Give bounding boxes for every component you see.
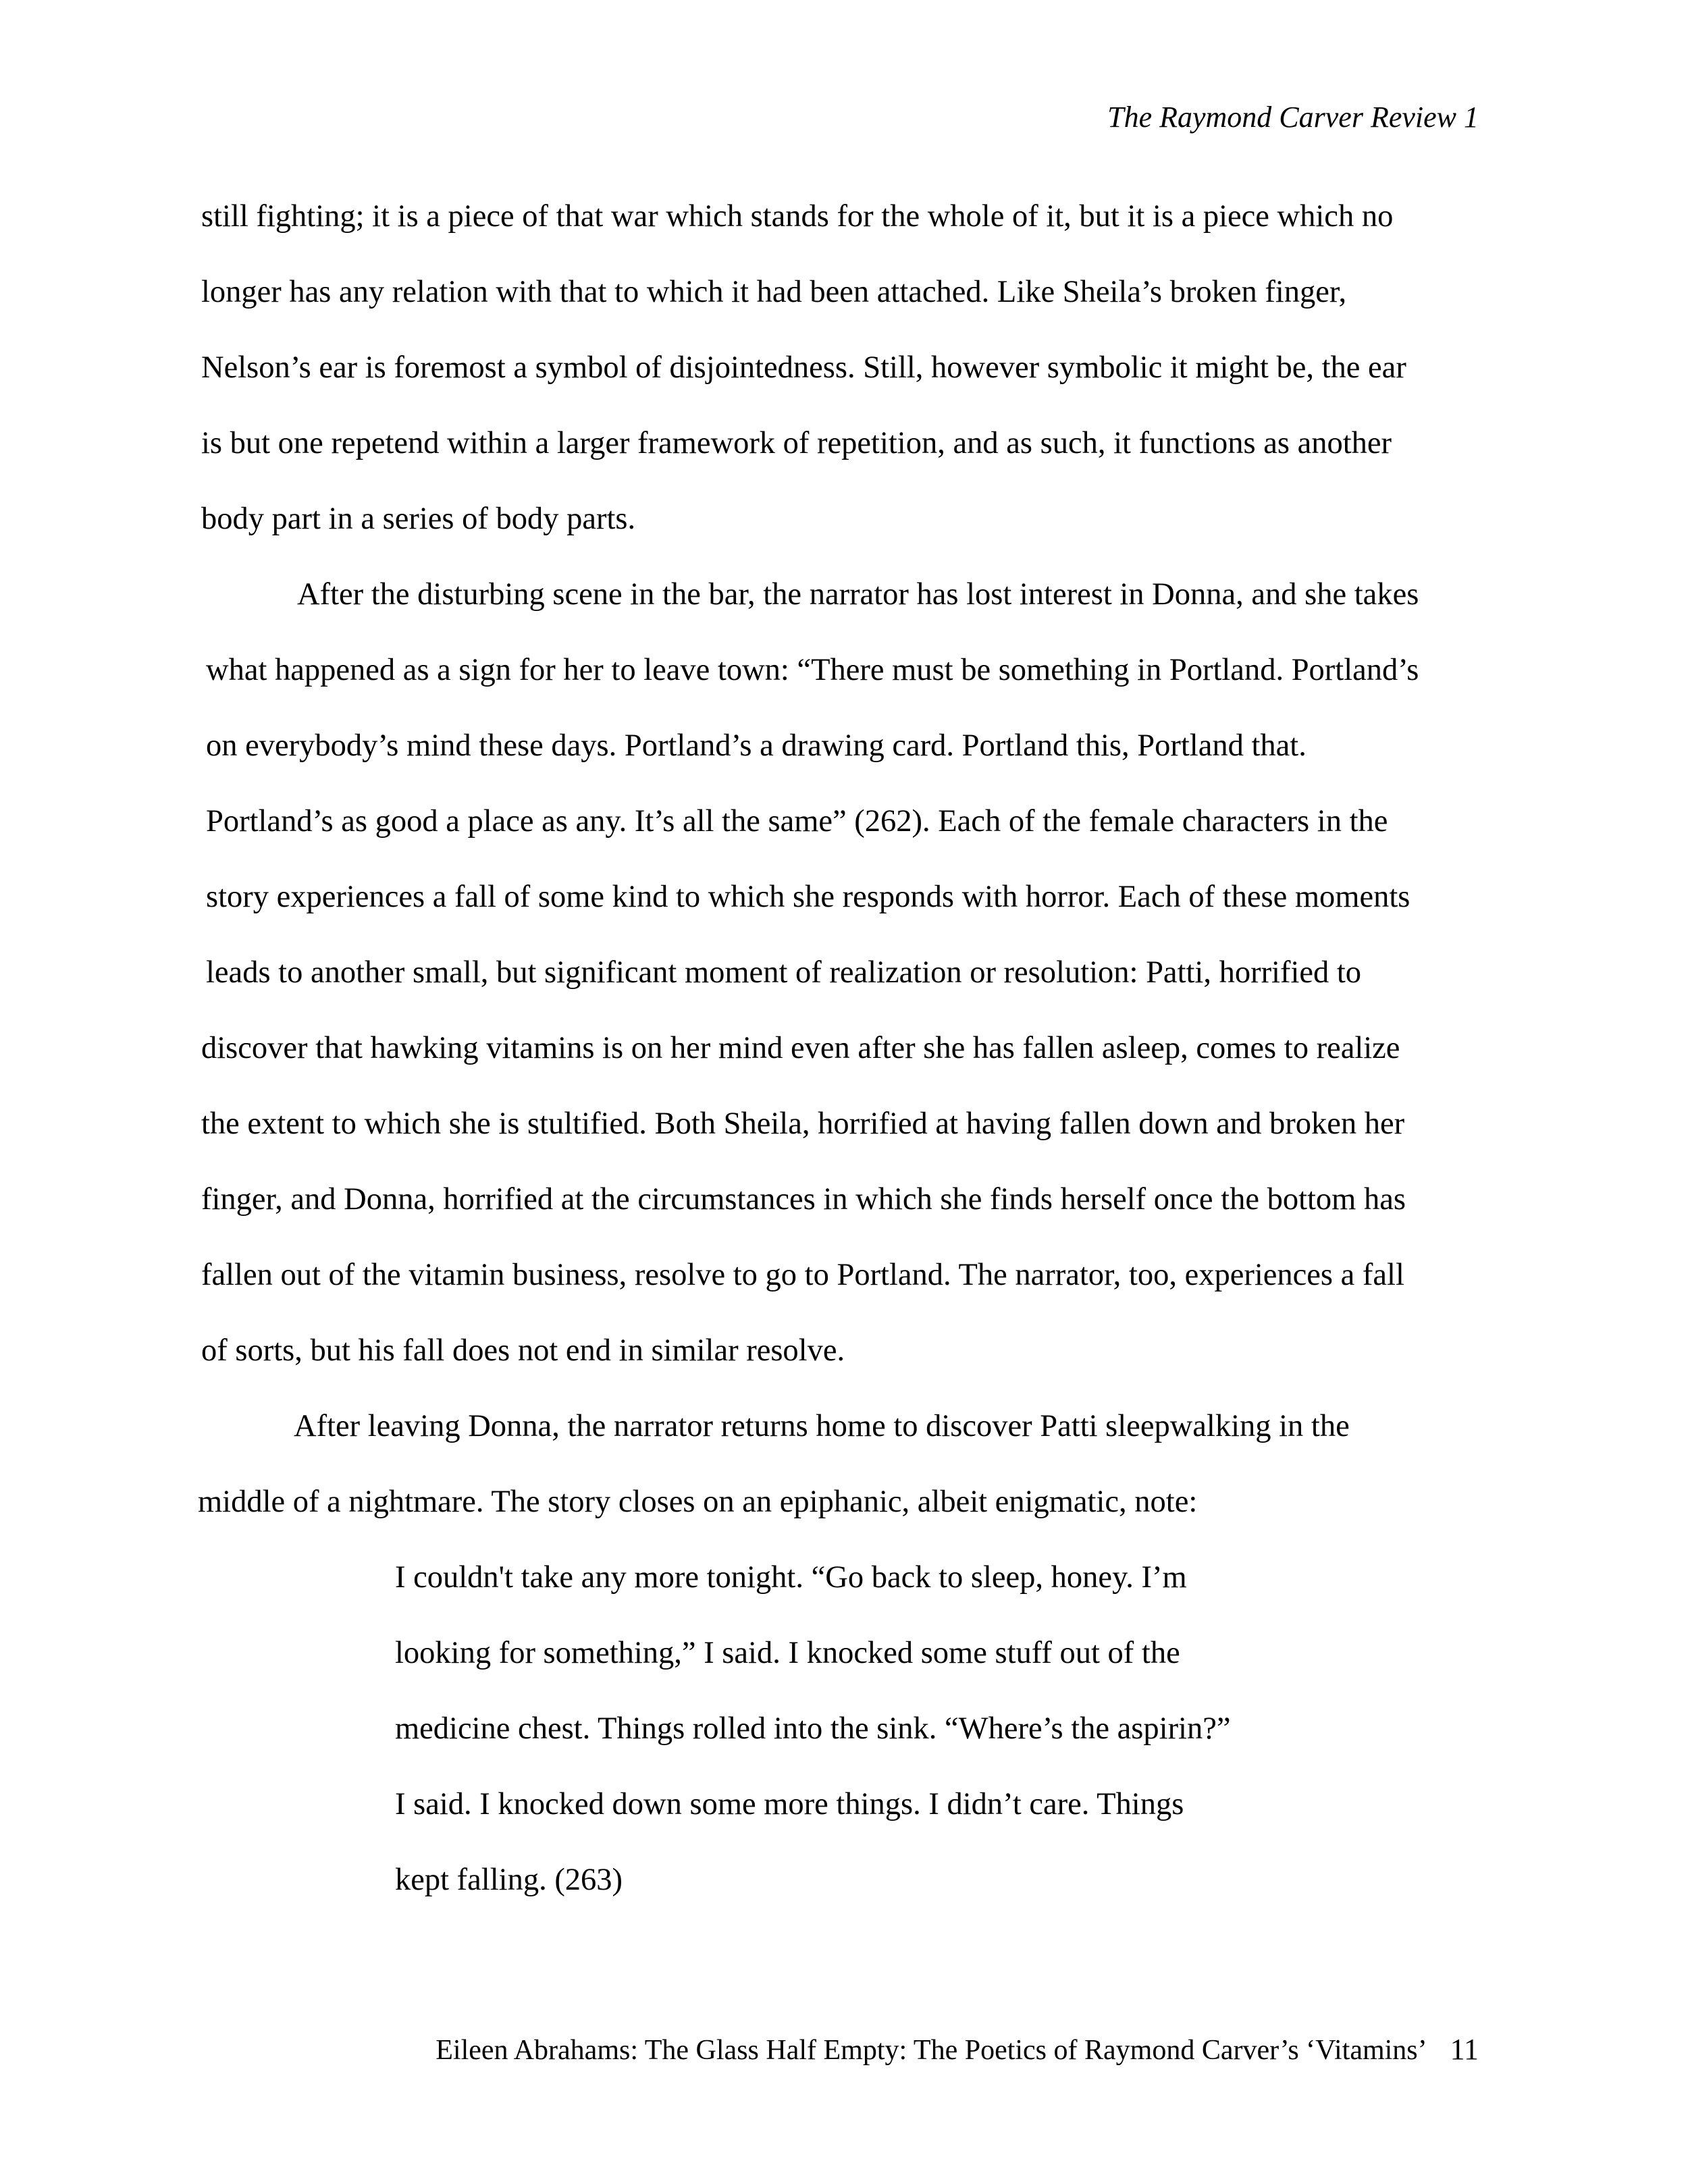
running-header: The Raymond Carver Review 1 [1107,101,1479,134]
body-line: discover that hawking vitamins is on her mind even after she has fallen asleep, comes to realize [201,1031,1400,1065]
body-line: middle of a nightmare. The story closes on an epiphanic, albeit enigmatic, note: [198,1485,1198,1519]
body-line: body part in a series of body parts. [201,502,636,536]
body-line: on everybody’s mind these days. Portland’s a drawing card. Portland this, Portland that. [206,728,1307,763]
body-line: still fighting; it is a piece of that war which stands for the whole of it, but it is a piece which no [201,199,1394,234]
body-line: finger, and Donna, horrified at the circumstances in which she finds herself once the bottom has [201,1182,1406,1217]
body-line: the extent to which she is stultified. Both Sheila, horrified at having fallen down and broken her [201,1107,1405,1141]
body-line-indented: After the disturbing scene in the bar, the narrator has lost interest in Donna, and she takes [297,577,1419,612]
page-number: 11 [1450,2033,1479,2066]
body-line: leads to another small, but significant moment of realization or resolution: Patti, horrified to [206,955,1362,990]
body-line: what happened as a sign for her to leave town: “There must be something in Portland. Portland’s [206,653,1419,687]
body-line: is but one repetend within a larger framework of repetition, and as such, it functions as another [201,426,1392,460]
body-line: story experiences a fall of some kind to which she responds with horror. Each of these moments [206,880,1410,914]
block-quote-line: I said. I knocked down some more things. I didn’t care. Things [395,1787,1184,1821]
body-line-indented: After leaving Donna, the narrator returns home to discover Patti sleepwalking in the [294,1409,1350,1443]
body-line: longer has any relation with that to which it had been attached. Like Sheila’s broken finger, [201,275,1347,309]
footer-article-title: Eileen Abrahams: The Glass Half Empty: The Poetics of Raymond Carver’s ‘Vitamins’ [436,2035,1427,2066]
block-quote-line: looking for something,” I said. I knocked some stuff out of the [395,1636,1180,1670]
block-quote-line: kept falling. (263) [395,1863,623,1897]
block-quote-line: I couldn't take any more tonight. “Go back to sleep, honey. I’m [395,1560,1187,1595]
body-line: Nelson’s ear is foremost a symbol of disjointedness. Still, however symbolic it might be, the ear [201,350,1406,385]
body-line: Portland’s as good a place as any. It’s all the same” (262). Each of the female characters in the [206,804,1388,838]
body-line: of sorts, but his fall does not end in similar resolve. [201,1333,845,1368]
page-footer [436,2032,1479,2067]
block-quote-line: medicine chest. Things rolled into the sink. “Where’s the aspirin?” [395,1711,1231,1746]
body-line: fallen out of the vitamin business, resolve to go to Portland. The narrator, too, experiences a fall [201,1258,1404,1292]
